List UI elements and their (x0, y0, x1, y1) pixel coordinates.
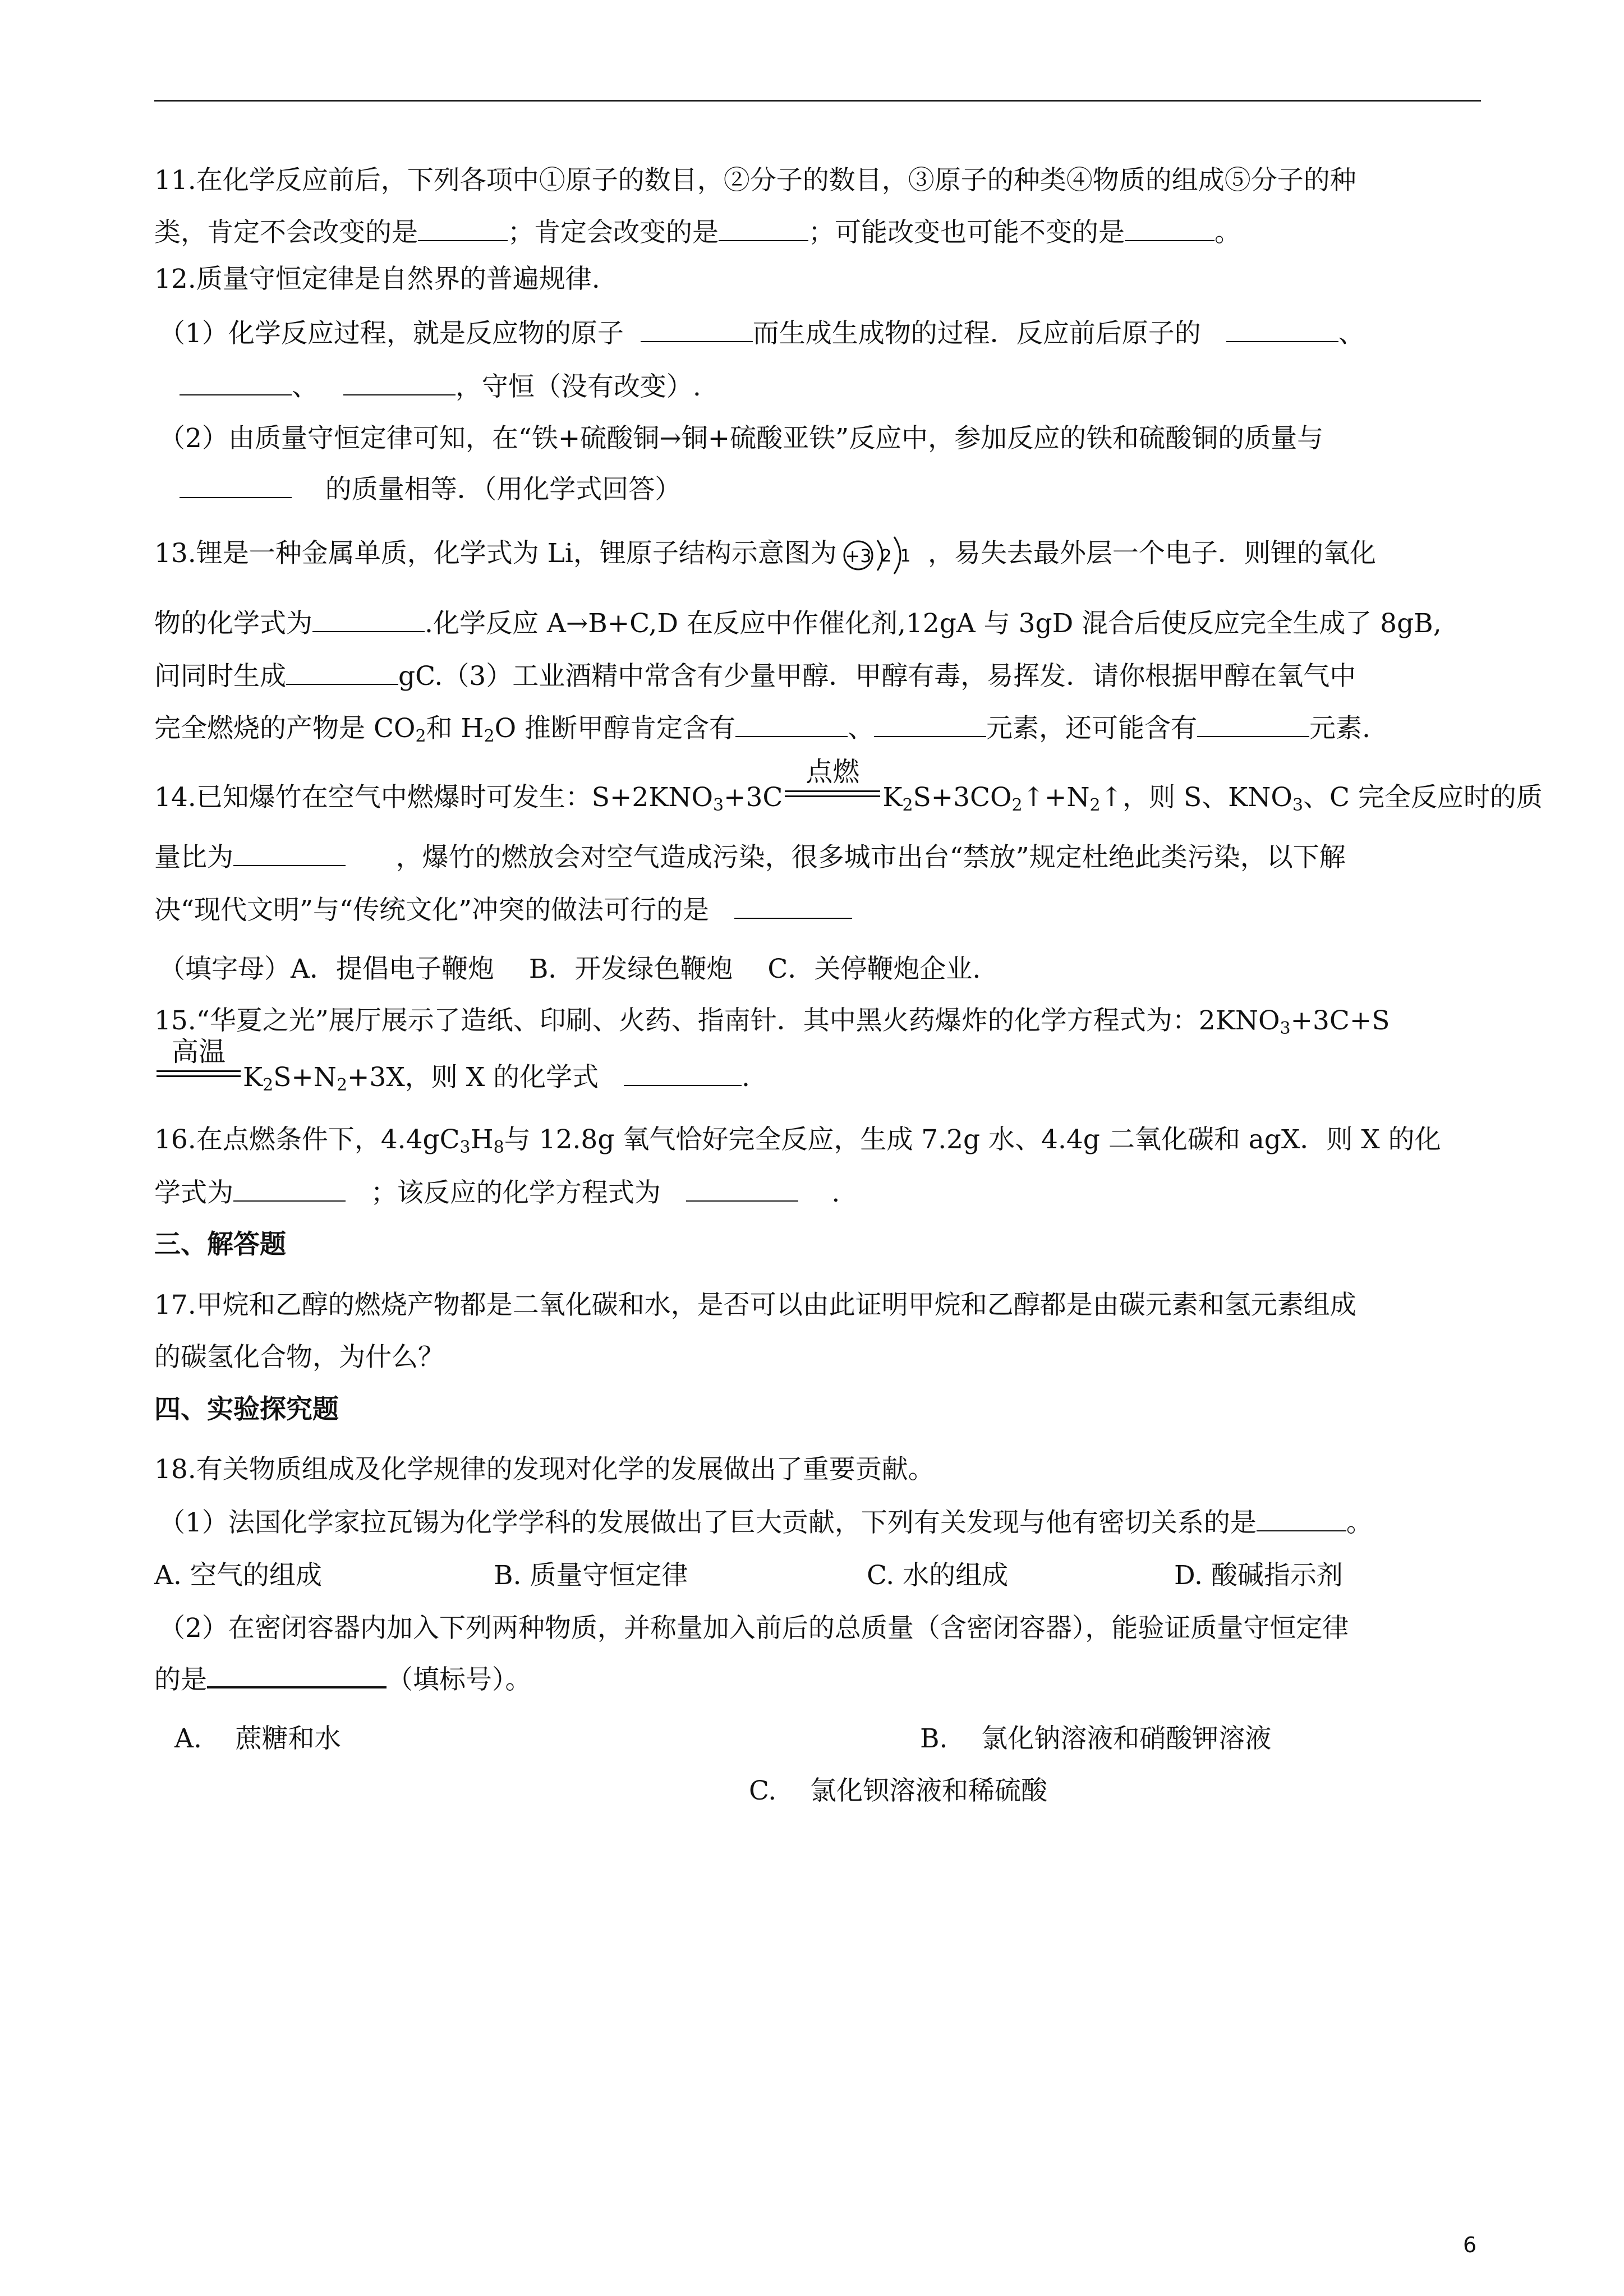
q18-part2-option-a[interactable]: A. 蔗糖和水 (174, 1723, 341, 1754)
q14-line-3: 决“现代文明”与“传统文化”冲突的做法可行的是 (154, 894, 852, 927)
answer-blank[interactable] (735, 714, 848, 737)
answer-blank[interactable] (233, 843, 346, 866)
answer-blank[interactable] (343, 372, 456, 395)
lithium-atom-diagram (840, 536, 924, 575)
header-rule (154, 100, 1481, 102)
answer-blank[interactable] (312, 609, 425, 632)
q18-line-1: 18.有关物质组成及化学规律的发现对化学的发展做出了重要贡献。 (154, 1454, 935, 1485)
answer-blank[interactable] (641, 319, 753, 342)
answer-blank[interactable] (1226, 319, 1338, 342)
answer-blank[interactable] (1197, 714, 1309, 737)
answer-blank[interactable] (286, 661, 398, 685)
nucleus-charge: +3 (845, 545, 872, 567)
q13-line-2: 物的化学式为 .化学反应 A→B+C,D 在反应中作催化剂,12gA 与 3gD 混合后使反应完全生成了 8gB, (154, 608, 1442, 639)
answer-blank[interactable] (1257, 1508, 1346, 1531)
section-heading-answer: 三、解答题 (154, 1229, 286, 1260)
answer-blank[interactable] (418, 218, 508, 241)
q12-part1-line-1: （1）化学反应过程，就是反应物的原子 而生成生成物的过程．反应前后原子的 、 (159, 318, 1365, 349)
q18-part2-option-b[interactable]: B. 氯化钠溶液和硝酸钾溶液 (920, 1723, 1272, 1754)
answer-blank[interactable] (686, 1178, 798, 1202)
q13-line-4: 完全燃烧的产物是 $CO_2$和 $H_2O$ 推断甲醇肯定含有 、 元素，还可能含有 元素. (154, 713, 1370, 746)
q11-line-2: 类，肯定不会改变的是 ；肯定会改变的是 ；可能改变也可能不变的是 。 (154, 217, 1241, 248)
q12-part1-line-2: 、 ，守恒（没有改变）. (180, 370, 701, 404)
q15-line-2: 高温 $K_2S+N_2+3X$，则 X 的化学式 . (154, 1058, 750, 1094)
answer-blank[interactable] (624, 1062, 742, 1086)
q12-part2-line-1: （2）由质量守恒定律可知，在“铁+硫酸铜→铜+硫酸亚铁”反应中，参加反应的铁和硫酸铜的质量与 (159, 423, 1324, 454)
q18-option-c[interactable]: C. 水的组成 (867, 1560, 1009, 1591)
q18-part2-option-c[interactable]: C. 氯化钡溶液和稀硫酸 (749, 1775, 1047, 1806)
q14-line-4: （填字母）A．提倡电子鞭炮 B．开发绿色鞭炮 C．关停鞭炮企业. (159, 954, 981, 984)
answer-blank[interactable] (1125, 218, 1214, 241)
q11-line-1: 11.在化学反应前后，下列各项中①原子的数目，②分子的数目，③原子的种类④物质的组成⑤分子的种 (154, 165, 1356, 196)
reaction-condition-ignite: 点燃 (785, 778, 880, 806)
q18-option-a[interactable]: A. 空气的组成 (154, 1560, 322, 1591)
q14-line-1: 14.已知爆竹在空气中燃爆时可发生：$S+2KNO_3+3C$ 点燃 $K_2S+3CO_2↑+N_2↑$，则 S、$KNO_3$、C 完全反应时的质 (154, 756, 1543, 815)
q18-option-d[interactable]: D. 酸碱指示剂 (1174, 1560, 1343, 1591)
answer-blank[interactable] (207, 1664, 387, 1688)
section-heading-experiment: 四、实验探究题 (154, 1394, 339, 1425)
q16-line-1: 16.在点燃条件下，$4.4gC_3H_8$与 12.8g 氧气恰好完全反应，生成 7.2g 水、4.4g 二氧化碳和 agX．则 X 的化 (154, 1124, 1441, 1157)
q18-part2-line-1: （2）在密闭容器内加入下列两种物质，并称量加入前后的总质量（含密闭容器），能验证质量守恒定律 (159, 1613, 1349, 1644)
answer-blank[interactable] (874, 714, 986, 737)
page-number: 6 (1463, 2233, 1477, 2257)
answer-blank[interactable] (719, 218, 808, 241)
answer-blank[interactable] (180, 475, 292, 498)
q14-line-2: 量比为 ，爆竹的燃放会对空气造成污染，很多城市出台“禁放”规定杜绝此类污染，以下解 (154, 842, 1346, 873)
answer-blank[interactable] (734, 895, 852, 919)
answer-blank[interactable] (233, 1178, 346, 1202)
q13-line-1: 13.锂是一种金属单质，化学式为 Li，锂原子结构示意图为 +3 2 1 ，易失去最外层一个电子．则锂的氧化 (154, 536, 1376, 575)
q18-part2-line-2: 的是 （填标号）。 (154, 1664, 532, 1695)
q12-line-1: 12.质量守恒定律是自然界的普遍规律. (154, 264, 600, 295)
reaction-condition-high-temp: 高温 (157, 1058, 241, 1086)
answer-blank[interactable] (180, 372, 292, 395)
q13-line-3: 问同时生成 gC.（3）工业酒精中常含有少量甲醇．甲醇有毒，易挥发．请你根据甲醇在氧气中 (154, 661, 1356, 692)
shell-1-electrons: 2 (881, 546, 892, 566)
q18-option-b[interactable]: B. 质量守恒定律 (494, 1560, 688, 1591)
q17-line-2: 的碳氢化合物，为什么？ (154, 1342, 444, 1373)
shell-2-electrons: 1 (900, 546, 911, 566)
q17-line-1: 17.甲烷和乙醇的燃烧产物都是二氧化碳和水，是否可以由此证明甲烷和乙醇都是由碳元素和氢元素组成 (154, 1290, 1356, 1320)
q18-part1-line: （1）法国化学家拉瓦锡为化学学科的发展做出了巨大贡献，下列有关发现与他有密切关系的是 。 (159, 1507, 1373, 1538)
q12-part2-line-2: 的质量相等．（用化学式回答） (180, 473, 681, 507)
q16-line-2: 学式为 ；该反应的化学方程式为 . (154, 1177, 840, 1208)
q15-line-1: 15.“华夏之光”展厅展示了造纸、印刷、火药、指南针．其中黑火药爆炸的化学方程式为：$2KNO_3+3C+S$ (154, 1005, 1390, 1038)
